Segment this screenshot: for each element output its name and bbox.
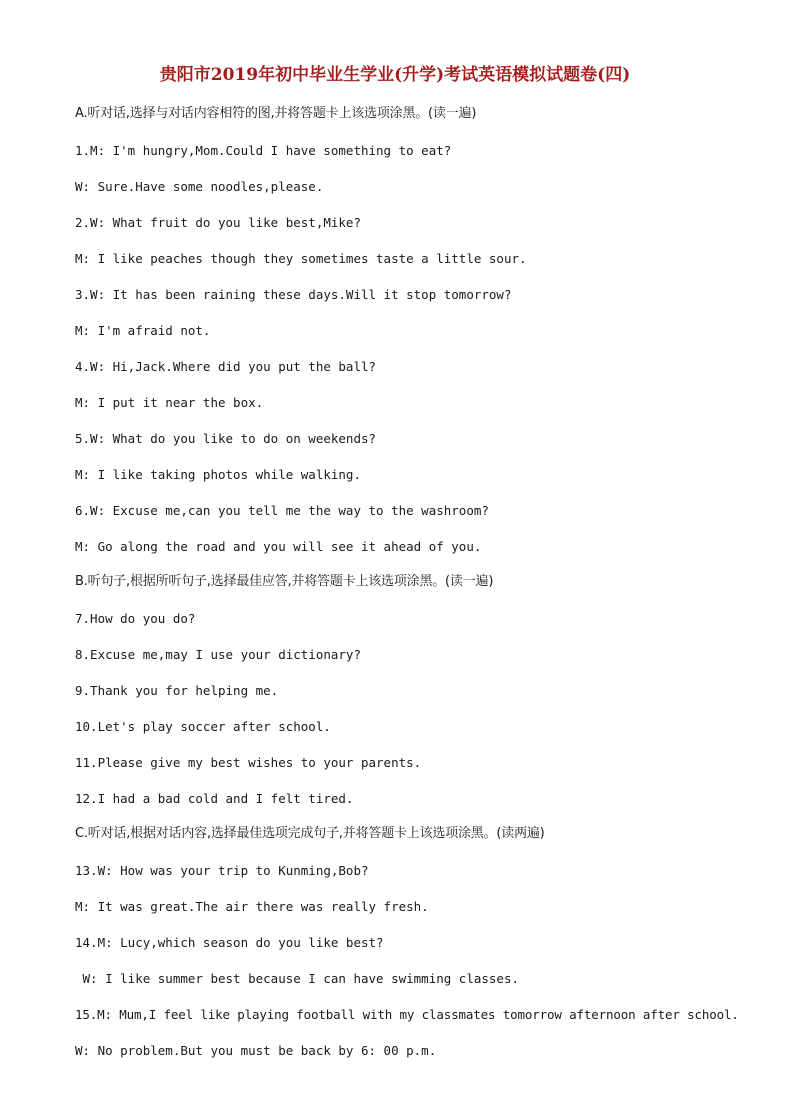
sentence-line: 11.Please give my best wishes to your parents.: [75, 755, 422, 770]
dialogue-line: 14.M: Lucy,which season do you like best?: [75, 935, 384, 950]
dialogue-line: W: I like summer best because I can have swimming classes.: [75, 971, 520, 986]
dialogue-line: M: I'm afraid not.: [75, 323, 211, 338]
sentence-line: 8.Excuse me,may I use your dictionary?: [75, 647, 361, 662]
dialogue-line: 6.W: Excuse me,can you tell me the way to the washroom?: [75, 503, 489, 518]
dialogue-line: M: I like peaches though they sometimes taste a little sour.: [75, 251, 527, 266]
dialogue-line: 2.W: What fruit do you like best,Mike?: [75, 215, 361, 230]
section-a-instruction: A.听对话,选择与对话内容相符的图,并将答题卡上该选项涂黑。(读一遍): [75, 106, 477, 121]
dialogue-line: M: Go along the road and you will see it ahead of you.: [75, 539, 482, 554]
sentence-line: 12.I had a bad cold and I felt tired.: [75, 791, 354, 806]
sentence-line: 10.Let's play soccer after school.: [75, 719, 331, 734]
sentence-line: 7.How do you do?: [75, 611, 196, 626]
sentence-line: 9.Thank you for helping me.: [75, 683, 279, 698]
section-c-instruction: C.听对话,根据对话内容,选择最佳选项完成句子,并将答题卡上该选项涂黑。(读两遍): [75, 826, 545, 841]
dialogue-line: M: I put it near the box.: [75, 395, 264, 410]
dialogue-line: 5.W: What do you like to do on weekends?: [75, 431, 377, 446]
dialogue-line: W: No problem.But you must be back by 6: 00 p.m.: [75, 1043, 437, 1058]
dialogue-line: M: I like taking photos while walking.: [75, 467, 361, 482]
dialogue-line: 3.W: It has been raining these days.Will it stop tomorrow?: [75, 287, 512, 302]
section-b-instruction: B.听句子,根据所听句子,选择最佳应答,并将答题卡上该选项涂黑。(读一遍): [75, 574, 494, 589]
dialogue-line: M: It was great.The air there was really fresh.: [75, 899, 429, 914]
dialogue-line: 4.W: Hi,Jack.Where did you put the ball?: [75, 359, 377, 374]
dialogue-line: 13.W: How was your trip to Kunming,Bob?: [75, 863, 369, 878]
dialogue-line: 1.M: I'm hungry,Mom.Could I have something to eat?: [75, 143, 452, 158]
document-title: 贵阳市2019年初中毕业生学业(升学)考试英语模拟试题卷(四): [159, 65, 631, 85]
dialogue-line: W: Sure.Have some noodles,please.: [75, 179, 324, 194]
dialogue-line: 15.M: Mum,I feel like playing football with my classmates tomorrow afternoon after school.: [75, 1007, 739, 1022]
